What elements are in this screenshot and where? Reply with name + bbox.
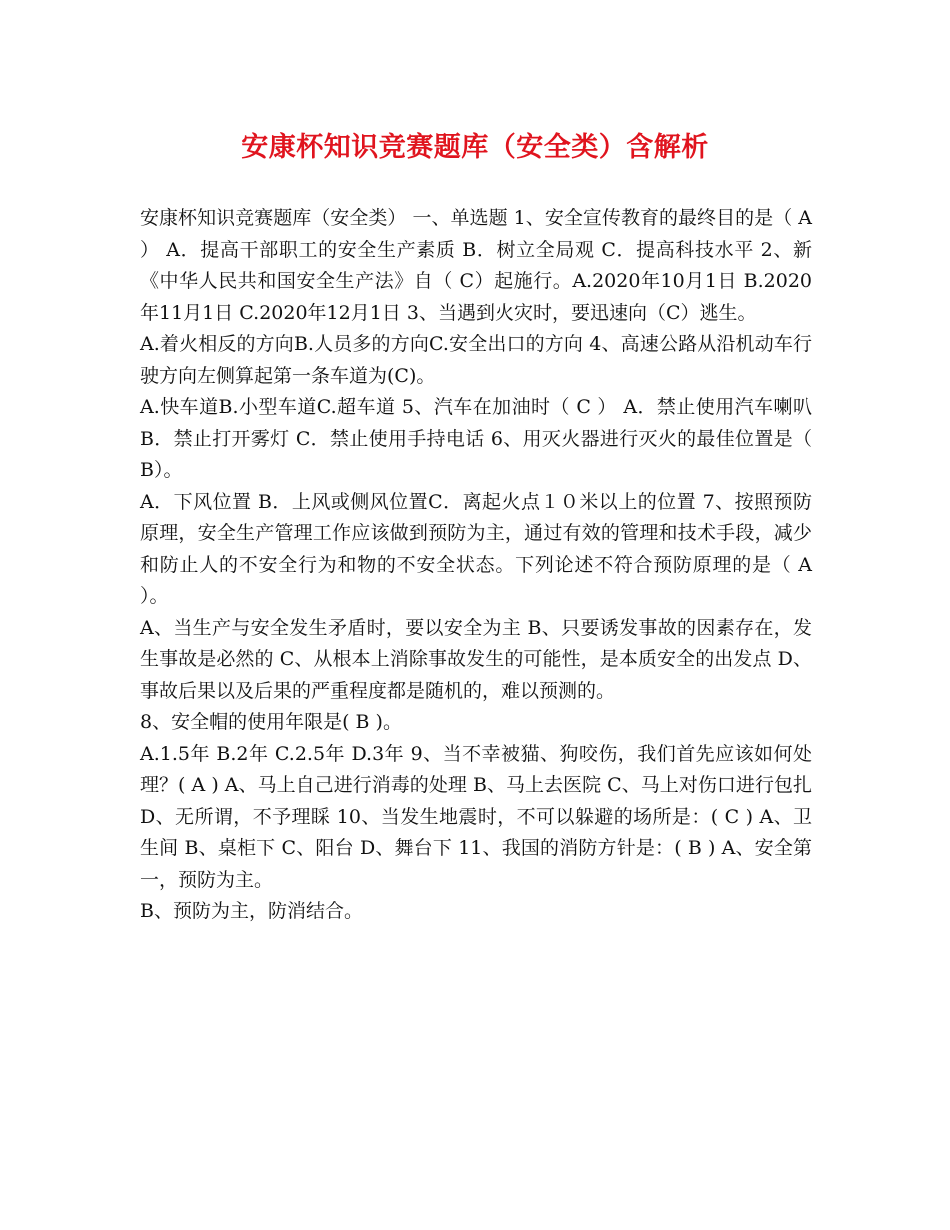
document-body [140,203,812,928]
paragraph: A.快车道B.小型车道C.超车道 5、汽车在加油时（ C ） A．禁止使用汽车喇叭 B．禁止打开雾灯 C．禁止使用手持电话 6、用灭火器进行灭火的最佳位置是（ B）。 [140,396,812,481]
paragraph: A、当生产与安全发生矛盾时，要以安全为主 B、只要诱发事故的因素存在，发生事故是必然的 C、从根本上消除事故发生的可能性，是本质安全的出发点 D、 事故后果以及后果的严重程度都是随机的，难以预测的。 [140,616,812,702]
paragraph: A.着火相反的方向B.人员多的方向C.安全出口的方向 4、高速公路从沿机动车行驶方向左侧算起第一条车道为(C)。 [140,333,812,387]
paragraph: A．下风位置 B．上风或侧风位置C．离起火点１０米以上的位置 7、按照预防原理，安全生产管理工作应该做到预防为主，通过有效的管理和技术手段，减少和防止人的不安全行为和物的不安全状态。下列论述不符合预防原理的是（ A ）。 [140,490,812,607]
paragraph: A.1.5年 B.2年 C.2.5年 D.3年 9、当不幸被猫、狗咬伤，我们首先应该如何处理？( A ) A、马上自己进行消毒的处理 B、马上去医院 C、马上对伤口进行包扎 D、无所谓，不予理睬 10、当发生地震时，不可以躲避的场所是：( C ) A、卫生间 B、桌柜下 C、阳台 D、舞台下 11、我国的消防方针是：( B ) A、安全第一，预防为主。 [140,742,812,891]
paragraph: 安康杯知识竞赛题库（安全类） 一、单选题 1、安全宣传教育的最终目的是（ A ） A．提高干部职工的安全生产素质 B．树立全局观 C．提高科技水平 2、新《中华人民共和国安全生产法》自（ C）起施行。A.2020年10月1日 B.2020年11月1日 C.2020年12月1日 3、当遇到火灾时，要迅速向（C）逃生。 [140,207,812,324]
page-title: 安康杯知识竞赛题库（安全类）含解析 [241,132,709,163]
paragraph: 8、安全帽的使用年限是( B )。 [140,711,402,733]
paragraph: B、预防为主，防消结合。 [140,900,363,922]
